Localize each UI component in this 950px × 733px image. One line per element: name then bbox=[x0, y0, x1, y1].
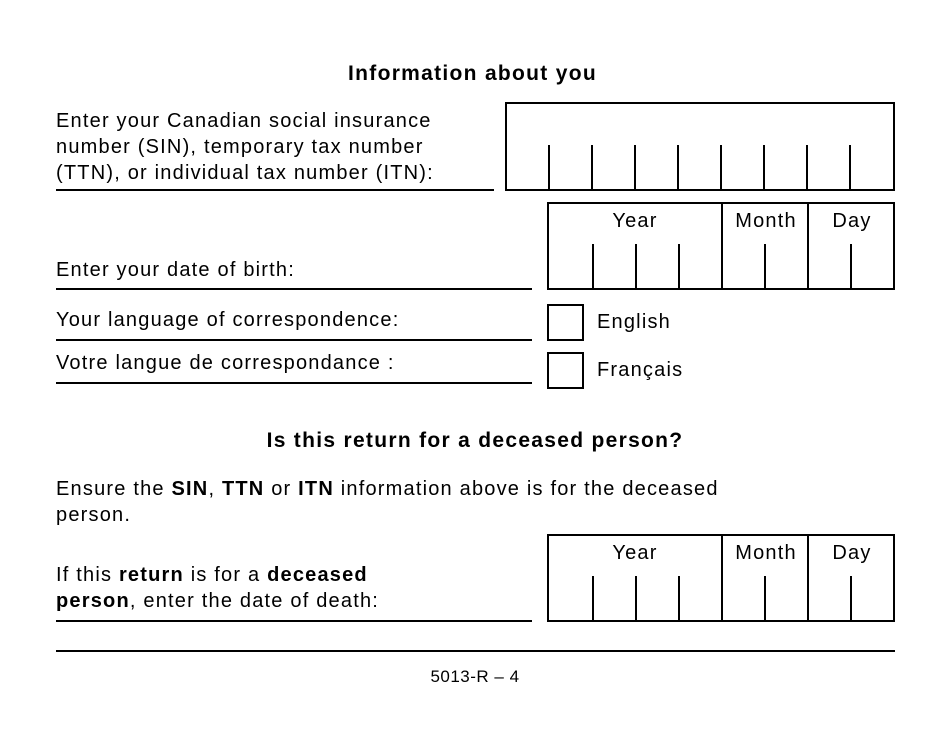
footer-divider bbox=[56, 650, 895, 652]
dod-label-row bbox=[56, 562, 532, 622]
dob-month-header: Month bbox=[735, 210, 797, 232]
dod-divider bbox=[678, 576, 680, 620]
dod-bold-return: return bbox=[118, 564, 184, 586]
sin-divider bbox=[720, 145, 722, 189]
ensure-line1 bbox=[56, 476, 856, 502]
sin-divider bbox=[591, 145, 593, 189]
ensure-text: information above is for the deceased bbox=[333, 478, 719, 500]
sin-divider bbox=[806, 145, 808, 189]
sin-divider bbox=[634, 145, 636, 189]
sin-divider bbox=[677, 145, 679, 189]
dod-text: , enter the date of death: bbox=[129, 590, 380, 612]
dob-label-row bbox=[56, 257, 532, 290]
french-option-label[interactable]: Français bbox=[597, 359, 684, 381]
dob-month-separator bbox=[721, 204, 723, 288]
language-label-row-en bbox=[56, 307, 532, 341]
dod-label-line1 bbox=[56, 562, 532, 588]
dob-divider bbox=[850, 244, 852, 288]
dod-divider bbox=[764, 576, 766, 620]
dob-divider bbox=[678, 244, 680, 288]
section-heading-deceased: Is this return for a deceased person? bbox=[266, 429, 684, 452]
english-checkbox[interactable] bbox=[547, 304, 584, 341]
dob-label: Enter your date of birth: bbox=[56, 259, 296, 281]
dob-year-header: Year bbox=[612, 210, 658, 232]
dob-day-header: Day bbox=[832, 210, 872, 232]
sin-label bbox=[56, 108, 494, 191]
sin-divider bbox=[763, 145, 765, 189]
language-label-en: Your language of correspondence: bbox=[56, 309, 400, 331]
itn-abbr: ITN bbox=[298, 478, 334, 500]
french-checkbox[interactable] bbox=[547, 352, 584, 389]
sin-abbr: SIN bbox=[171, 478, 209, 500]
dod-divider bbox=[635, 576, 637, 620]
dod-divider bbox=[592, 576, 594, 620]
language-label-fr: Votre langue de correspondance : bbox=[56, 352, 395, 374]
english-option-label[interactable]: English bbox=[597, 311, 671, 333]
dob-input[interactable] bbox=[547, 202, 895, 290]
dod-label-line2 bbox=[56, 588, 532, 614]
sin-divider bbox=[849, 145, 851, 189]
dod-bold-deceased: deceased bbox=[267, 564, 368, 586]
ensure-paragraph bbox=[56, 476, 856, 528]
ensure-text: Ensure the bbox=[56, 478, 172, 500]
dod-divider bbox=[850, 576, 852, 620]
language-label-row-fr bbox=[56, 350, 532, 384]
ensure-text: or bbox=[264, 478, 299, 500]
ensure-text: , bbox=[208, 478, 222, 500]
sin-label-line2: number (SIN), temporary tax number bbox=[56, 136, 424, 158]
dod-day-header: Day bbox=[832, 542, 872, 564]
dod-bold-person: person bbox=[56, 590, 130, 612]
ensure-line2: person. bbox=[56, 504, 132, 526]
dod-input[interactable] bbox=[547, 534, 895, 622]
dob-day-separator bbox=[807, 204, 809, 288]
sin-input[interactable] bbox=[505, 102, 895, 191]
dod-text: If this bbox=[56, 564, 119, 586]
dod-month-header: Month bbox=[735, 542, 797, 564]
sin-label-line3: (TTN), or individual tax number (ITN): bbox=[56, 162, 434, 184]
sin-divider bbox=[548, 145, 550, 189]
section-heading-information: Information about you bbox=[348, 62, 597, 85]
dod-year-header: Year bbox=[612, 542, 658, 564]
dod-month-separator bbox=[721, 536, 723, 620]
page-number: 5013-R – 4 bbox=[430, 667, 520, 686]
sin-label-line1: Enter your Canadian social insurance bbox=[56, 110, 432, 132]
dod-day-separator bbox=[807, 536, 809, 620]
ttn-abbr: TTN bbox=[221, 478, 265, 500]
dob-divider bbox=[764, 244, 766, 288]
dob-divider bbox=[592, 244, 594, 288]
dob-divider bbox=[635, 244, 637, 288]
dod-text: is for a bbox=[183, 564, 268, 586]
